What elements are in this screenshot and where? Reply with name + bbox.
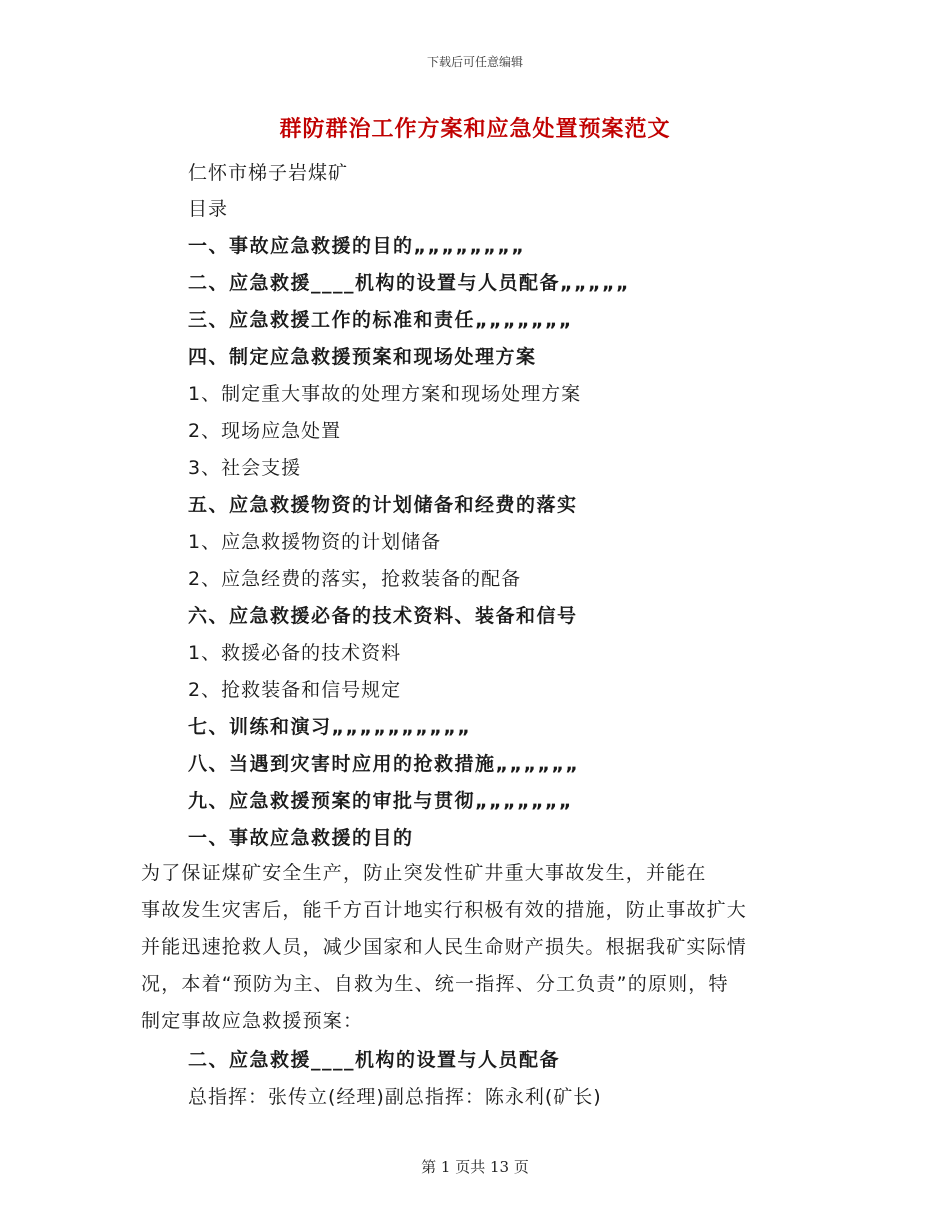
body-line: 制定事故应急救援预案： — [141, 1010, 364, 1032]
section-1-heading: 一、事故应急救援的目的 — [188, 827, 414, 849]
page-footer: 第 1 页共 13 页 — [421, 1158, 529, 1176]
toc-item-6: 六、应急救援必备的技术资料、装备和信号 — [188, 605, 578, 627]
toc-subitem-4-2: 2、现场应急处置 — [188, 420, 342, 442]
toc-item-8: 八、当遇到灾害时应用的抢救措施„„„„„„ — [188, 753, 580, 775]
section-1-body — [141, 855, 813, 1040]
toc-subitem-6-2: 2、抢救装备和信号规定 — [188, 679, 402, 701]
toc-subitem-6-1: 1、救援必备的技术资料 — [188, 642, 402, 664]
toc-subitem-4-3: 3、社会支援 — [188, 457, 302, 479]
toc-item-5: 五、应急救援物资的计划储备和经费的落实 — [188, 494, 578, 516]
toc-subitem-5-1: 1、应急救援物资的计划储备 — [188, 531, 442, 553]
section-2-heading: 二、应急救援____机构的设置与人员配备 — [188, 1049, 561, 1071]
org-name: 仁怀市梯子岩煤矿 — [188, 162, 349, 184]
toc-subitem-5-2: 2、应急经费的落实，抢救装备的配备 — [188, 568, 522, 590]
body-line: 况，本着“预防为主、自救为生、统一指挥、分工负责”的原则，特 — [141, 973, 729, 995]
body-line: 为了保证煤矿安全生产，防止突发性矿井重大事故发生，并能在 — [141, 862, 707, 884]
toc-item-3: 三、应急救援工作的标准和责任„„„„„„„ — [188, 309, 573, 331]
toc-subitem-4-1: 1、制定重大事故的处理方案和现场处理方案 — [188, 383, 582, 405]
toc-item-9: 九、应急救援预案的审批与贯彻„„„„„„„ — [188, 790, 573, 812]
toc-item-2: 二、应急救援____机构的设置与人员配备„„„„„ — [188, 272, 630, 294]
body-line: 并能迅速抢救人员，减少国家和人民生命财产损失。根据我矿实际情 — [141, 936, 748, 958]
page-header: 下载后可任意编辑 — [426, 55, 523, 69]
toc-item-4: 四、制定应急救援预案和现场处理方案 — [188, 346, 537, 368]
toc-heading: 目录 — [188, 198, 229, 220]
toc-item-1: 一、事故应急救援的目的„„„„„„„„ — [188, 235, 526, 257]
body-line: 事故发生灾害后，能千方百计地实行积极有效的措施，防止事故扩大 — [141, 899, 748, 921]
toc-item-7: 七、训练和演习„„„„„„„„„„ — [188, 716, 472, 738]
commander-line: 总指挥：张传立(经理)副总指挥：陈永利(矿长) — [188, 1086, 602, 1108]
document-title: 群防群治工作方案和应急处置预案范文 — [279, 117, 671, 142]
